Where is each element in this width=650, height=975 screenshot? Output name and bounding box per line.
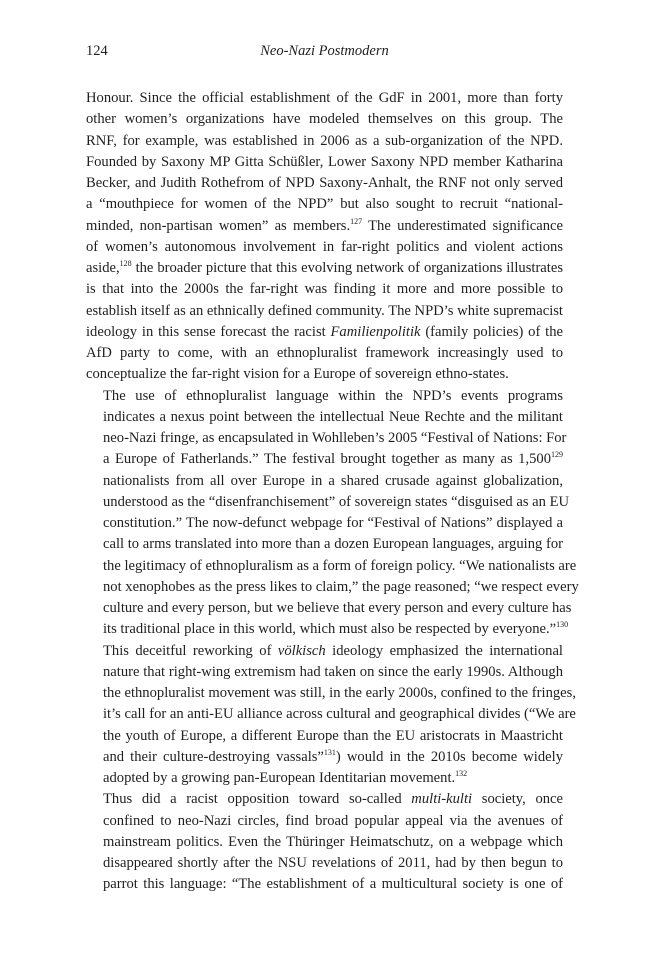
text-line: other women’s organizations have modeled themselves on this group. The	[86, 111, 563, 128]
body-text	[86, 88, 579, 896]
italic-term: Familienpolitik	[330, 323, 421, 340]
running-title: Neo-Nazi Postmodern	[260, 43, 389, 59]
text-line: adopted by a growing pan-European Identitarian movement.$^{132}$	[103, 769, 468, 786]
text-line: the youth of Europe, a different Europe than the EU aristocrats in Maastricht	[103, 727, 563, 744]
text-line: minded, non-partisan women” as members.$^{127}$ The underestimated significance	[86, 216, 563, 234]
italic-term: völkisch	[277, 642, 326, 659]
text-line: Becker, and Judith Rothefrom of NPD Saxony-Anhalt, the RNF not only served	[86, 175, 563, 191]
text-line: mainstream politics. Even the Thüringer Heimatschutz, on a webpage which	[103, 833, 563, 850]
text-line: establish itself as an ethnically defined community. The NPD’s white supremacist	[86, 302, 563, 319]
text-line: ideology in this sense forecast the racist Familienpolitik (family policies) of the	[86, 323, 563, 340]
text-line: RNF, for example, was established in 2006 as a sub-organization of the NPD.	[86, 132, 563, 149]
text-line: is that into the 2000s the far-right was finding it more and more possible to	[86, 281, 563, 298]
paragraph	[86, 789, 563, 895]
text-line: Founded by Saxony MP Gitta Schüßler, Lower Saxony NPD member Katharina	[86, 153, 563, 170]
text-line: parrot this language: “The establishment of a multicultural society is one of	[103, 876, 563, 893]
text-line: understood as the “disenfranchisement” of sovereign states “disguised as an EU	[103, 493, 570, 510]
text-line: nature that right-wing extremism had taken on since the early 1990s. Although	[103, 663, 563, 680]
text-line: Honour. Since the official establishment of the GdF in 2001, more than forty	[86, 90, 563, 106]
text-line: not xenophobes as the press likes to claim,” the page reasoned; “we respect every	[103, 578, 579, 595]
text-line: the legitimacy of ethnopluralism as a form of foreign policy. “We nationalists are	[103, 557, 577, 574]
text-line: confined to neo-Nazi circles, find broad popular appeal via the avenues of	[103, 812, 563, 829]
text-line: culture and every person, but we believe that every person and every culture has	[103, 600, 572, 616]
text-line: The use of ethnopluralist language within the NPD’s events programs	[103, 387, 563, 404]
page-number: 124	[86, 43, 108, 59]
text-line: AfD party to come, with an ethnopluralist framework increasingly used to	[86, 345, 563, 361]
text-line: of women’s autonomous involvement in far-right politics and violent actions	[86, 238, 563, 255]
paragraph	[86, 386, 579, 790]
text-line: a Europe of Fatherlands.” The festival brought together as many as 1,500$^{129}$	[103, 450, 563, 468]
footnote-marker: 129	[551, 450, 563, 460]
footnote-marker: 127	[350, 216, 363, 226]
text-line: conceptualize the far-right vision for a Europe of sovereign ethno-states.	[86, 366, 509, 383]
text-line: disappeared shortly after the NSU revelations of 2011, had by then begun to	[103, 855, 563, 871]
text-line: its traditional place in this world, which must also be respected by everyone.”$^{130}$	[103, 620, 569, 638]
text-line: a “mouthpiece for women of the NPD” but also sought to recruit “national-	[86, 196, 563, 213]
footnote-marker: 130	[556, 620, 569, 630]
footnote-marker: 131	[323, 747, 336, 757]
page-header	[86, 43, 563, 65]
text-line: Thus did a racist opposition toward so-called multi-kulti society, once	[103, 791, 563, 808]
text-line: call to arms translated into more than a dozen European languages, arguing for	[103, 536, 563, 553]
paragraph	[86, 88, 563, 386]
text-line: This deceitful reworking of völkisch ideology emphasized the international	[103, 642, 563, 659]
text-line: and their culture-destroying vassals”$^{131}$) would in the 2010s become widely	[103, 747, 563, 765]
text-line: neo-Nazi fringe, as encapsulated in Wohlleben’s 2005 “Festival of Nations: For	[103, 430, 567, 446]
text-line: constitution.” The now-defunct webpage for “Festival of Nations” displayed a	[103, 515, 563, 531]
text-line: aside,$^{128}$ the broader picture that this evolving network of organizations illustrates	[86, 259, 563, 276]
text-line: the ethnopluralist movement was still, in the early 2000s, confined to the fringes,	[103, 685, 576, 701]
text-line: nationalists from all over Europe in a shared crusade against globalization,	[103, 472, 563, 489]
text-line: it’s call for an anti-EU alliance across cultural and geographical divides (“We are	[103, 706, 576, 723]
text-line: indicates a nexus point between the intellectual Neue Rechte and the militant	[103, 408, 563, 425]
italic-term: multi-kulti	[411, 791, 473, 808]
footnote-marker: 132	[455, 769, 468, 778]
footnote-marker: 128	[119, 259, 132, 268]
